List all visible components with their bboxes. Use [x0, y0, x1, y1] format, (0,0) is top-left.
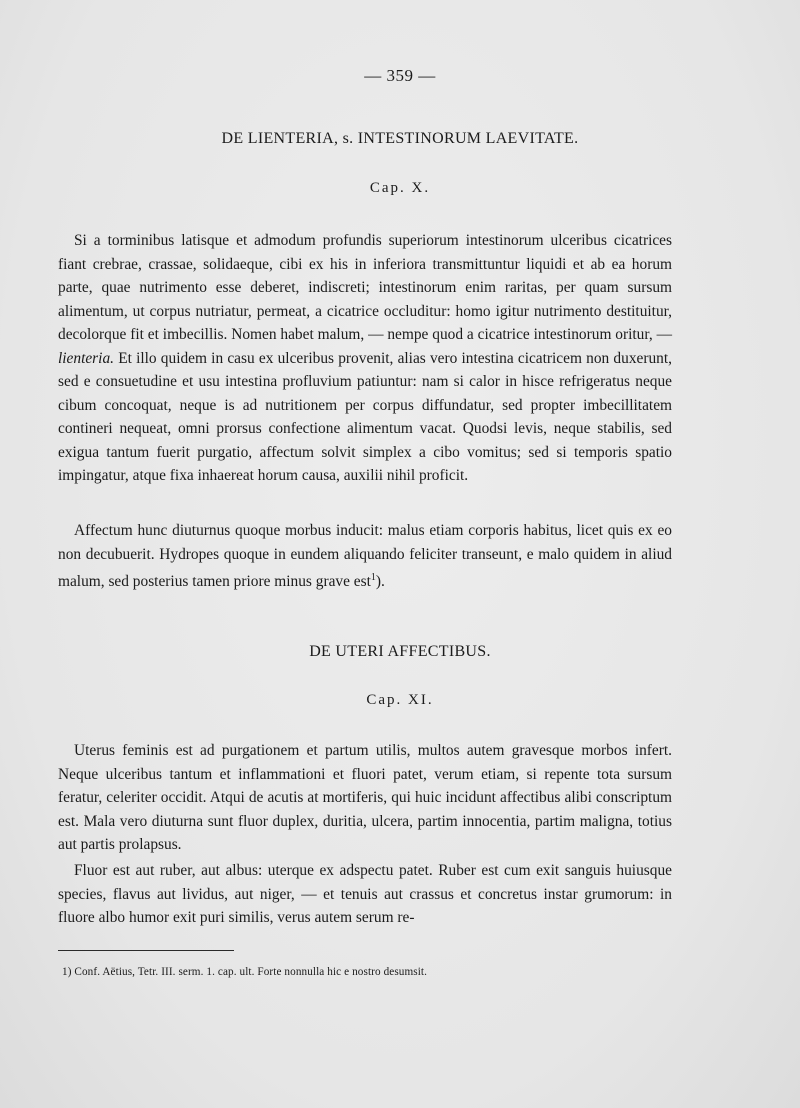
section-title-uterus: DE UTERI AFFECTIBUS.	[309, 643, 491, 660]
paragraph-text: Affectum hunc diuturnus quoque morbus inducit: malus etiam corporis habitus, licet quis ex eo non decubuerit. Hydropes quoque in eundem aliquando feliciter transeunt, e malo quidem in aliud malum, sed posterius tamen priore minus grave est	[58, 522, 672, 591]
chapter-heading-xi: Cap. XI.	[366, 692, 434, 708]
paragraph-lienteria-1	[58, 229, 672, 488]
footnote-marker: 1	[370, 572, 376, 583]
section-title-lienteria: DE LIENTERIA, s. INTESTINORUM LAEVITATE.	[221, 130, 579, 147]
paragraph-text: Si a torminibus latisque et admodum profundis superiorum intestinorum ulceribus cicatrices fiant crebrae, crassae, solidaeque, cibi ex his in inferiora transmittuntur liquidi et ab ea horum parte, quae nutrimento esse deberet, indiscreti; intestinorum enim raritas, per quam sursum alimentum, ut corpus nutriatur, permeat, a cicatrice occluditur: homo igitur nutrimento destituitur, decolorque fit et imbecillis. Nomen habet malum, — nempe quod a cicatrice intestinorum oritur, —	[58, 232, 672, 343]
page-number: — 359 —	[364, 66, 436, 85]
paragraph-text: Fluor est aut ruber, aut albus: uterque ex adspectu patet. Ruber est cum exit sanguis huiusque species, flavus aut lividus, aut niger, — et tenuis aut crassus et concretus instar grumorum: in fluore albo humor exit puri similis, verus autem serum re-	[58, 862, 672, 926]
paragraph-text-continued: Et illo quidem in casu ex ulceribus provenit, alias vero intestina cicatricem non duxerunt, sed e consuetudine et usu intestina profluvium patiuntur: nam si calor in hisce refrigeratus neque cibum concoquat, neque is ad nutritionem per corpus diffundatur, sed propter imbecillitatem contineri nequeat, omni prorsus confectione alimentum vacat. Quodsi levis, neque stabilis, sed exigua tantum fuerit purgatio, affectum solvit simplex a cibo vomitus; sed si temporis spatio impingatur, atque fixa inhaereat horum causa, auxilii nihil proficit.	[58, 349, 672, 484]
paragraph-lienteria-2	[58, 519, 672, 594]
paragraph-text: Uterus feminis est ad purgationem et partum utilis, multos autem gravesque morbos infert. Neque ulceribus tantum et inflammationi et fluori patet, verum etiam, si repente tota sursum feratur, celeriter occidit. Atqui de acutis at mortiferis, qui huic incidunt affectibus alibi conscriptum est. Mala vero diuturna sunt fluor duplex, duritia, ulcera, partim innocentia, partim maligna, totius aut partis prolapsus.	[58, 742, 672, 853]
paragraph-uterus-2	[58, 859, 672, 930]
paragraph-end: ).	[375, 573, 385, 591]
term-lienteria: lienteria.	[58, 349, 114, 367]
footnote-divider	[58, 950, 234, 951]
paragraph-uterus-1	[58, 739, 672, 857]
chapter-heading-x: Cap. X.	[369, 180, 431, 196]
footnote: 1) Conf. Aëtius, Tetr. III. serm. 1. cap. ult. Forte nonnulla hic e nostro desumsit.	[62, 966, 428, 978]
